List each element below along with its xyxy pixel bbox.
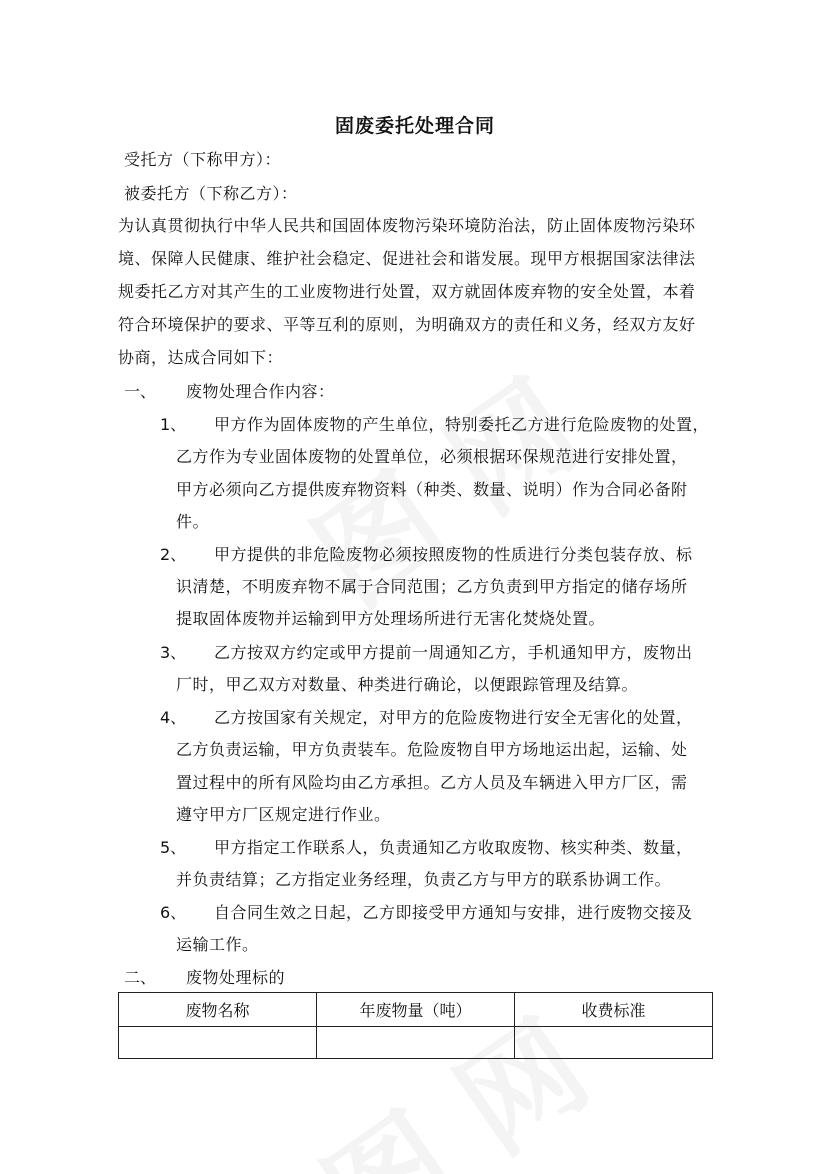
item-line: 甲方提供的非危险废物必须按照废物的性质进行分类包装存放、标 (214, 545, 693, 564)
item-number: 3、 (160, 643, 187, 662)
table-cell (317, 1027, 515, 1059)
item-line: 乙方按国家有关规定，对甲方的危险废物进行安全无害化的处置， (214, 708, 693, 727)
item-line: 运输工作。 (176, 935, 259, 954)
item-line: 件。 (176, 512, 210, 531)
item-line: 乙方负责运输，甲方负责装车。危险废物自甲方场地运出起，运输、处 (176, 740, 688, 759)
party-b-label: 被委托方（下称乙方）： (124, 184, 298, 203)
item-line: 置过程中的所有风险均由乙方承担。乙方人员及车辆进入甲方厂区，需 (176, 773, 688, 792)
item-line: 甲方作为固体废物的产生单位，特别委托乙方进行危险废物的处置， (214, 415, 710, 434)
column-header-fee-standard: 收费标准 (515, 993, 713, 1027)
section-heading: 废物处理合作内容： (186, 382, 335, 401)
item-line: 遵守甲方厂区规定进行作业。 (176, 805, 391, 824)
item-line: 乙方按双方约定或甲方提前一周通知乙方，手机通知甲方，废物出 (214, 643, 693, 662)
item-line: 识清楚，不明废弃物不属于合同范围；乙方负责到甲方指定的储存场所 (176, 577, 688, 596)
waste-table (118, 992, 713, 1059)
intro-line: 符合环境保护的要求、平等互利的原则，为明确双方的责任和义务，经双方友好 (118, 315, 696, 334)
table-header-row (119, 993, 713, 1027)
item-number: 2、 (160, 545, 187, 564)
column-header-waste-name: 废物名称 (119, 993, 317, 1027)
item-number: 6、 (160, 903, 187, 922)
item-line: 乙方作为专业固体废物的处置单位，必须根据环保规范进行安排处置， (176, 447, 688, 466)
intro-line: 规委托乙方对其产生的工业废物进行处置，双方就固体废弃物的安全处置，本着 (118, 282, 696, 301)
item-number: 4、 (160, 708, 187, 727)
section-heading: 废物处理标的 (186, 968, 286, 987)
item-number: 5、 (160, 838, 187, 857)
item-line: 提取固体废物并运输到甲方处理场所进行无害化焚烧处置。 (176, 609, 606, 628)
section-number: 二、 (124, 968, 157, 987)
section-number: 一、 (124, 382, 157, 401)
table-cell (515, 1027, 713, 1059)
item-line: 自合同生效之日起，乙方即接受甲方通知与安排，进行废物交接及 (214, 903, 693, 922)
item-number: 1、 (160, 415, 187, 434)
item-line: 并负责结算；乙方指定业务经理，负责乙方与甲方的联系协调工作。 (176, 870, 672, 889)
item-line: 甲方指定工作联系人，负责通知乙方收取废物、核实种类、数量， (214, 838, 693, 857)
intro-line: 为认真贯彻执行中华人民共和国固体废物污染环境防治法，防止固体废物污染环 (118, 216, 696, 235)
document-title: 固废委托处理合同 (334, 115, 495, 137)
item-line: 甲方必须向乙方提供废弃物资料（种类、数量、说明）作为合同必备附 (176, 480, 688, 499)
intro-line: 境、保障人民健康、维护社会稳定、促进社会和谐发展。现甲方根据国家法律法 (118, 249, 696, 268)
column-header-annual-quantity: 年废物量（吨） (317, 993, 515, 1027)
intro-line: 协商，达成合同如下： (118, 348, 284, 367)
table-row (119, 1027, 713, 1059)
table-cell (119, 1027, 317, 1059)
item-line: 厂时，甲乙双方对数量、种类进行确论，以便跟踪管理及结算。 (176, 675, 639, 694)
party-a-label: 受托方（下称甲方）： (124, 150, 282, 169)
